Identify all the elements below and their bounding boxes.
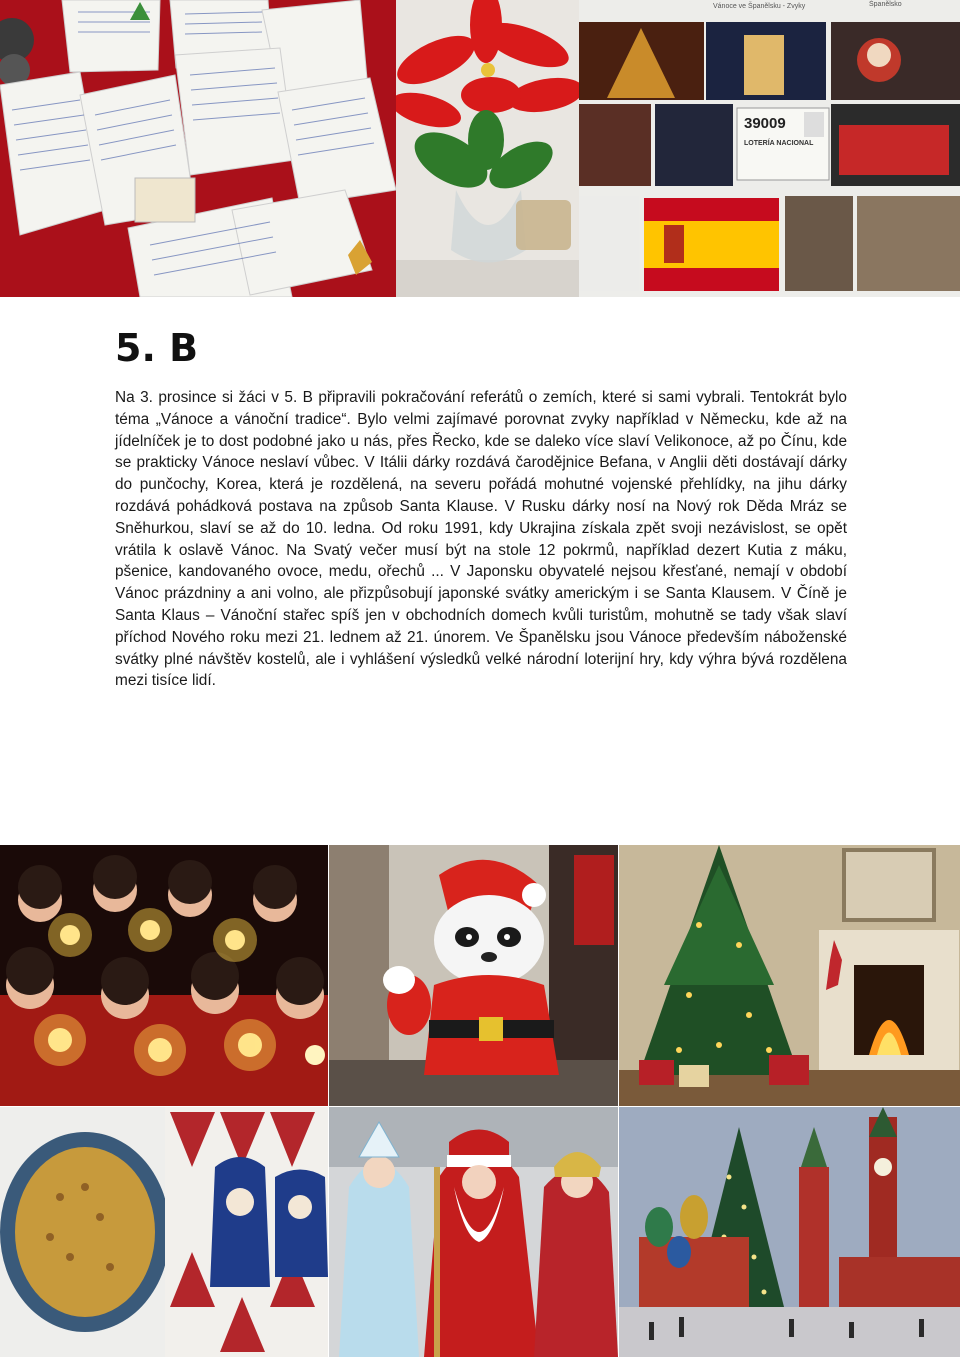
photo-ded-moroz: [329, 1107, 618, 1357]
lottery-number: 39009: [744, 115, 786, 132]
photo-panda-santa: [329, 845, 618, 1106]
page-title: 5. B: [115, 326, 199, 370]
lottery-name: LOTERÍA NACIONAL: [744, 140, 814, 147]
article-paragraph: Na 3. prosince si žáci v 5. B připravili pokračování referátů o zemích, které si sami vybrali. Tentokrát bylo téma „Vánoce a vánoční tradice“. Bylo velmi zajímavé porovnat zvyky například v Německu, kde až na jídelníček je to dost podobné jako u nás, přes Řecko, kde se daleko více slaví Velikonoce, až po Čínu, kde se prakticky Vánoce neslaví vůbec. V Itálii dárky rozdává čarodějnice Befana, v Anglii děti dostávají dárky do punčochy, Korea, která je rozdělená, na severu pořádá mohutné vojenské přehlídky, na jihu dárky rozdává pohádková postava na způsob Santa Klause. V Rusku dárky nosí na Nový rok Děda Mráz se Sněhurkou, slaví se až do 10. ledna. Od roku 1991, kdy Ukrajina získala zpět svoji nezávislost, se opět vrátila k oslavě Vánoc. Na Svatý večer musí být na stole 12 pokrmů, například dezert Kutia z máku, pšenice, kandovaného ovoce, medu, ořechů ... V Japonsku obyvatelé nejsou křesťané, nemají v období Vánoc prázdniny a ani volno, ale přizpůsobují japonské svátky americkým i se Santa Klausem. V Číně je Santa Klaus – Vánoční stařec spíš jen v obchodních domech kvůli turistům, mohutně se tady však slaví příchod Nového roku mezi 21. lednem až 21. únorem. Ve Španělsku jsou Vánoce především náboženské svátky plné návštěv kostelů, ale i vyhlášení výsledků velké národní loterijní hry, kdy výhra bývá rozdělena mezi tisíce lidí.: [115, 389, 847, 690]
poster-title: Vánoce ve Španělsku - Zvyky: [713, 3, 806, 10]
photo-spain-poster: [579, 0, 960, 297]
photo-kutia-and-icons: [0, 1107, 328, 1357]
photo-handwritten-papers: [0, 0, 396, 297]
photo-red-square-moscow: [619, 1107, 960, 1357]
photo-poinsettia: [396, 0, 579, 297]
photo-christmas-tree-fireplace: [619, 845, 960, 1106]
photo-candle-choir: [0, 845, 328, 1106]
poster-subtitle: Španělsko: [869, 1, 902, 8]
